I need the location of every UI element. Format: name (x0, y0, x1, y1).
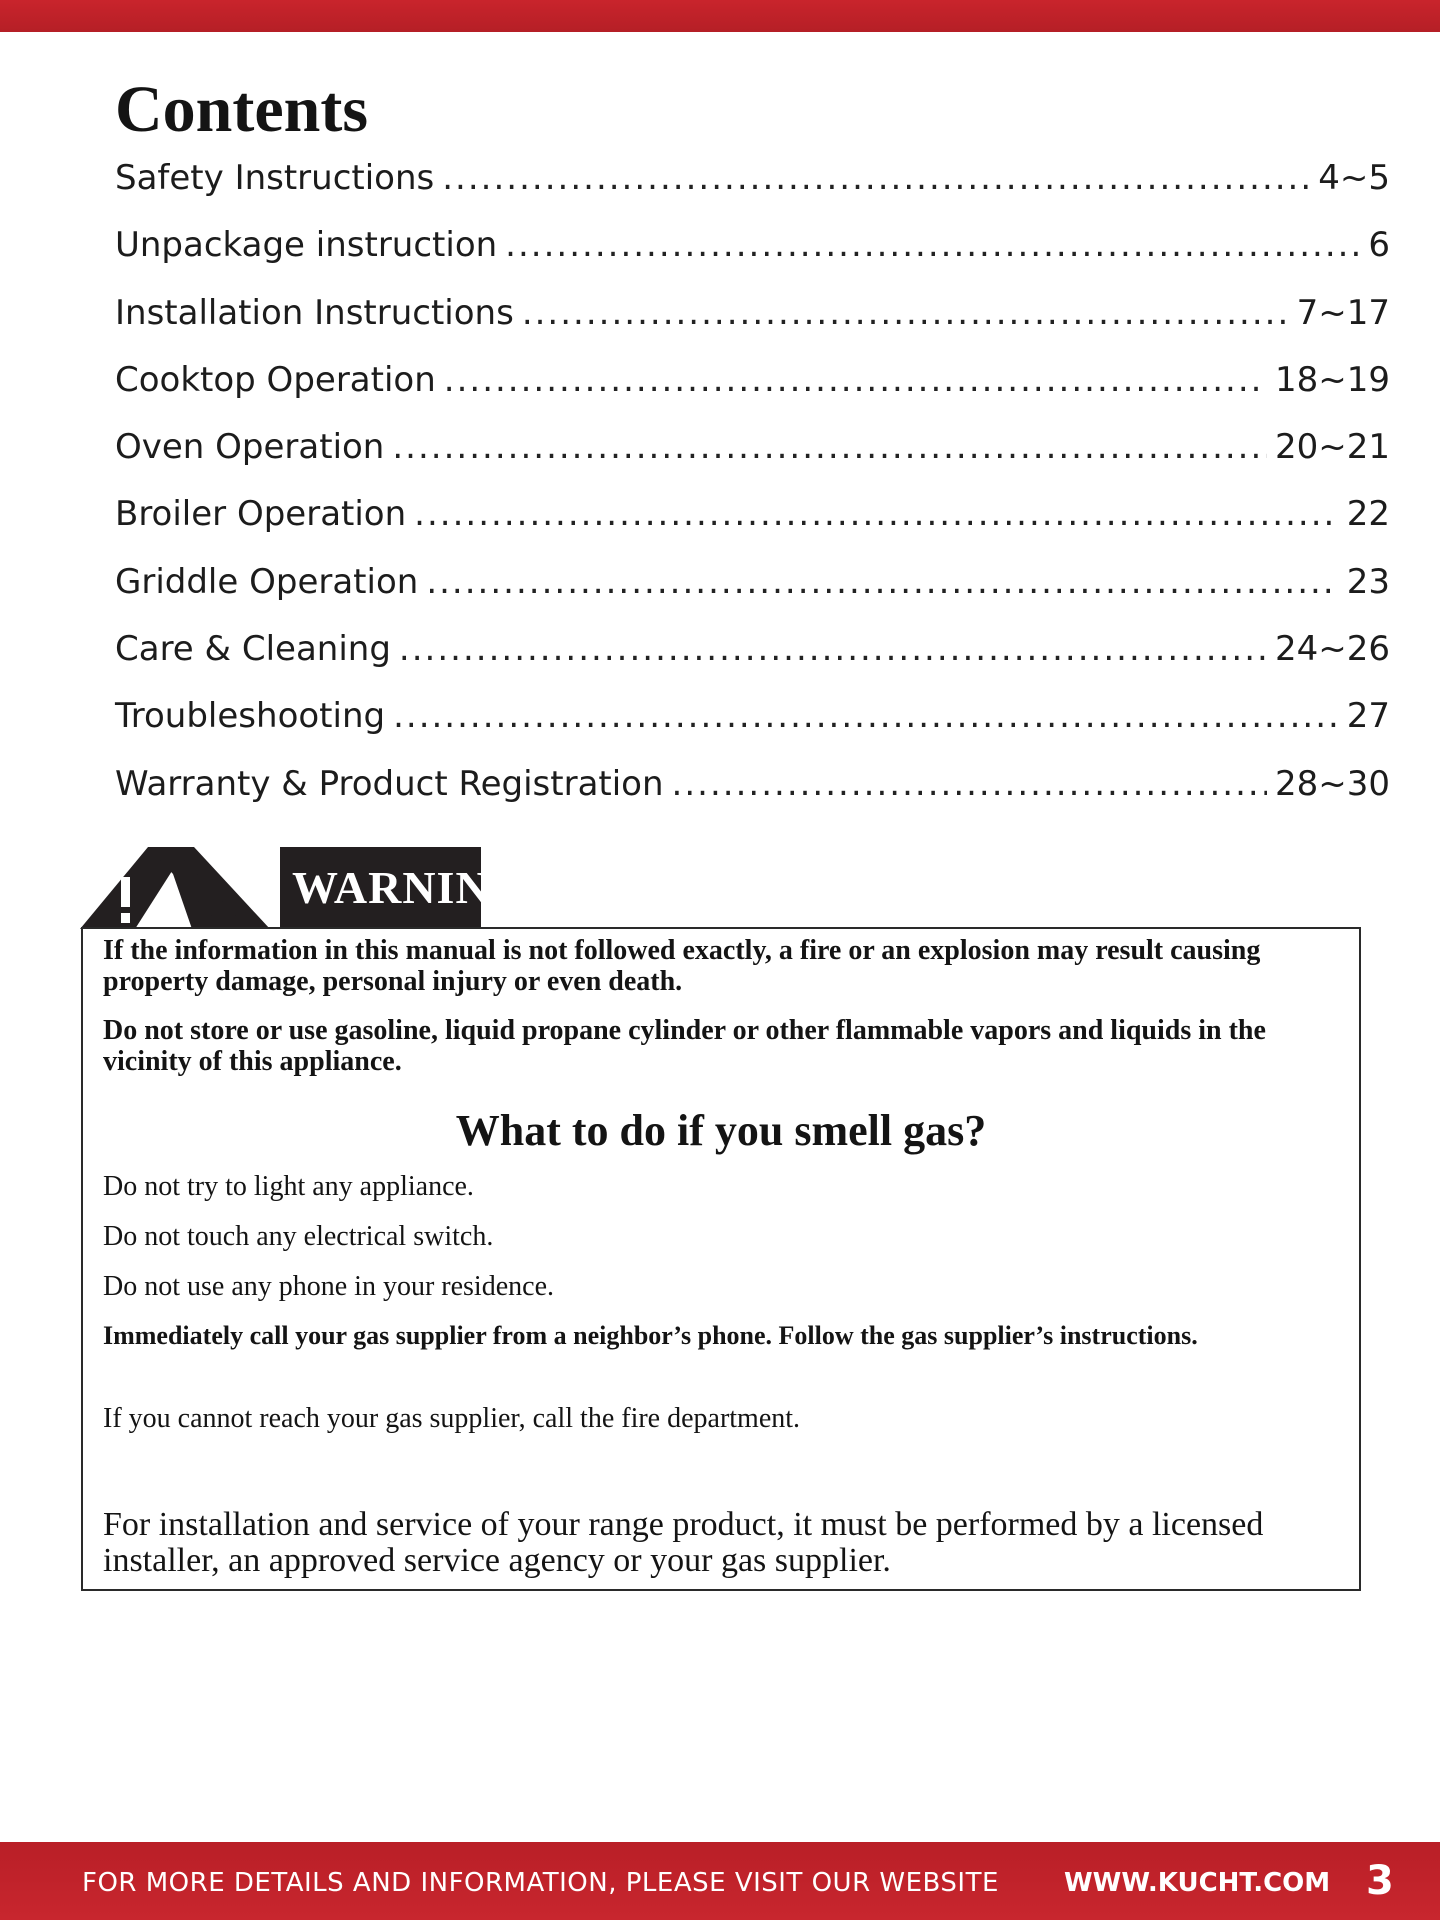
toc-entry-care (115, 629, 1390, 696)
website-link[interactable]: WWW.KUCHT.COM (1064, 1868, 1331, 1898)
toc-entry-label: Cooktop Operation (115, 359, 436, 400)
toc-entry-warranty (115, 764, 1390, 831)
toc-entry-troubleshooting (115, 696, 1390, 763)
toc-entry-griddle (115, 562, 1390, 629)
warning-paragraph-fire: If the information in this manual is not followed exactly, a fire or an explosion may result causing property damage, personal injury or even death. (103, 935, 1261, 997)
footer-text: FOR MORE DETAILS AND INFORMATION, PLEASE VISIT OUR WEBSITE (82, 1868, 999, 1898)
warning-triangle-icon (80, 847, 280, 929)
toc-entry-label: Oven Operation (115, 427, 385, 468)
toc-entry-cooktop (115, 360, 1390, 427)
toc-entry-page: 18~19 (1274, 359, 1390, 400)
toc-entry-page: 20~21 (1274, 427, 1390, 468)
toc-entry-installation (115, 293, 1390, 360)
warning-box (81, 927, 1361, 1591)
toc-leader-dots (672, 764, 1267, 804)
toc-entry-label: Installation Instructions (115, 292, 514, 333)
toc-leader-dots (393, 696, 1339, 736)
top-accent-bar (0, 0, 1440, 32)
warning-paragraph-flammable: Do not store or use gasoline, liquid propane cylinder or other flammable vapors and liquids in the vicinity of this appliance. (103, 1015, 1266, 1077)
toc-entry-page: 22 (1346, 494, 1390, 535)
warning-tab (80, 847, 527, 929)
toc-leader-dots (522, 293, 1289, 333)
toc-entry-label: Warranty & Product Registration (115, 763, 664, 804)
toc-entry-label: Troubleshooting (115, 696, 386, 737)
gas-instruction-switch: Do not touch any electrical switch. (103, 1221, 494, 1252)
page-title: Contents (115, 73, 369, 146)
toc-entry-label: Safety Instructions (115, 158, 435, 198)
toc-entry-page: 24~26 (1274, 629, 1390, 670)
toc-leader-dots (414, 494, 1339, 534)
toc-leader-dots (399, 629, 1267, 669)
toc-entry-broiler (115, 494, 1390, 561)
toc-leader-dots (392, 427, 1267, 467)
toc-entry-page: 6 (1368, 225, 1390, 266)
gas-instruction-light: Do not try to light any appliance. (103, 1171, 474, 1202)
toc-entry-safety (115, 158, 1390, 225)
toc-leader-dots (505, 225, 1360, 265)
table-of-contents (115, 158, 1390, 831)
toc-entry-page: 4~5 (1318, 158, 1390, 198)
toc-leader-dots (426, 562, 1338, 602)
footer-bar (0, 1842, 1440, 1920)
toc-entry-label: Broiler Operation (115, 494, 407, 535)
page-number: 3 (1366, 1858, 1394, 1904)
toc-leader-dots (444, 360, 1267, 400)
toc-entry-oven (115, 427, 1390, 494)
gas-instruction-phone: Do not use any phone in your residence. (103, 1271, 554, 1302)
toc-entry-page: 7~17 (1296, 292, 1390, 333)
toc-leader-dots (442, 158, 1310, 198)
toc-entry-label: Griddle Operation (115, 561, 419, 602)
smell-gas-heading: What to do if you smell gas? (455, 1106, 987, 1155)
toc-entry-label: Care & Cleaning (115, 629, 391, 670)
toc-entry-page: 23 (1346, 561, 1390, 602)
service-notice: For installation and service of your range product, it must be performed by a licensed installer, an approved service agency or your gas supplier. (103, 1506, 1264, 1579)
gas-instruction-fire-department: If you cannot reach your gas supplier, call the fire department. (103, 1403, 801, 1434)
toc-entry-label: Unpackage instruction (115, 225, 498, 266)
warning-label: WARNING (292, 862, 527, 913)
toc-entry-page: 28~30 (1274, 763, 1390, 804)
toc-entry-unpackage (115, 225, 1390, 292)
gas-instruction-call-supplier: Immediately call your gas supplier from a neighbor’s phone. Follow the gas supplier’s instructions. (103, 1321, 1198, 1350)
toc-entry-page: 27 (1346, 696, 1390, 737)
